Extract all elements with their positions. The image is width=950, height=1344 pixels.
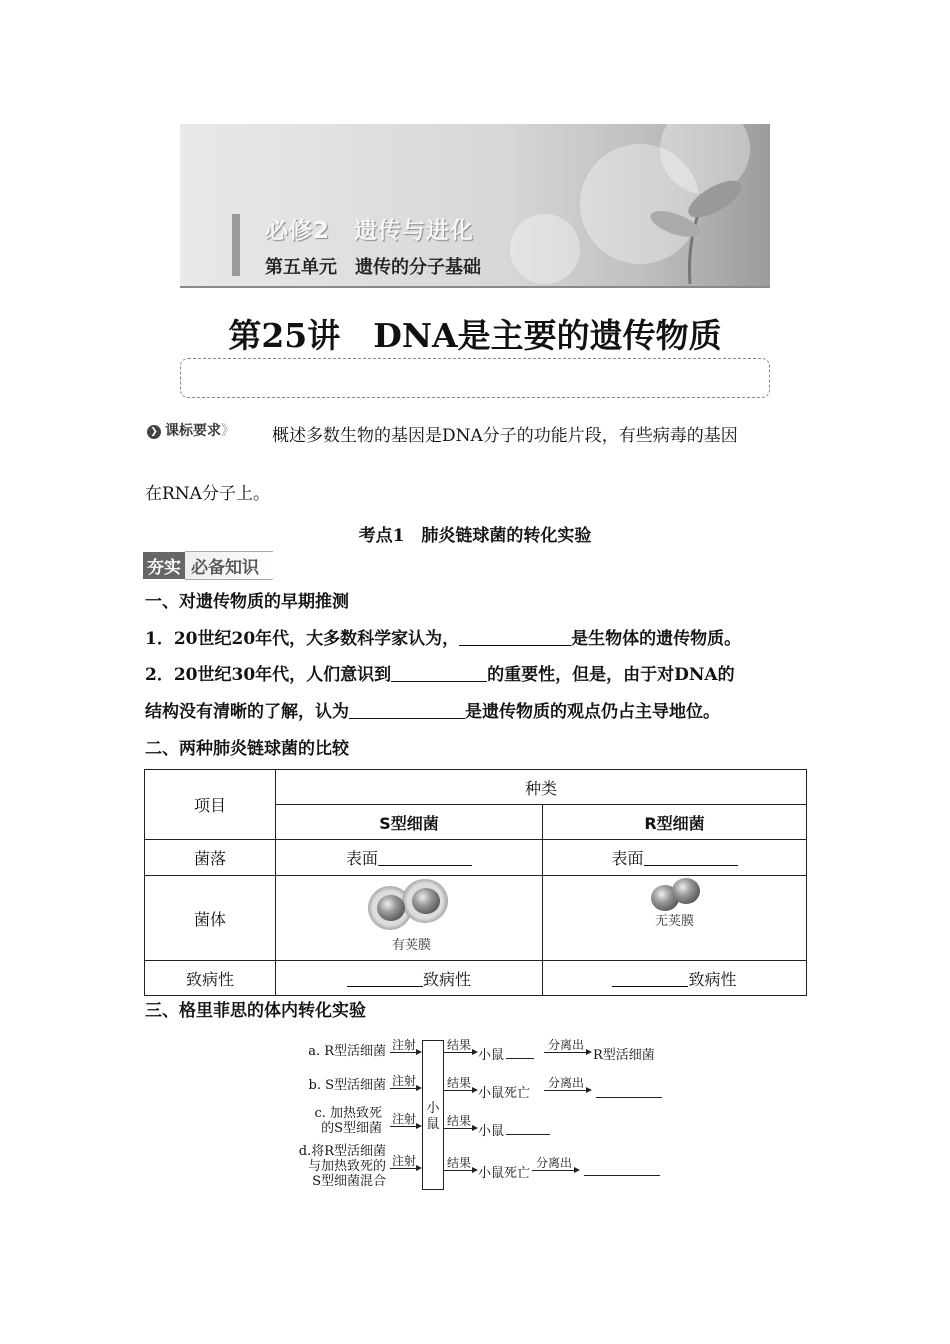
fill-blank — [391, 663, 487, 682]
double-chevron-icon: 》 — [221, 423, 235, 439]
section-title: 考点1 肺炎链球菌的转化实验 — [358, 526, 592, 546]
requirement-text-1: 概述多数生物的基因是DNA分子的功能片段，有些病毒的基因 — [272, 426, 738, 446]
row-body: 菌体 — [145, 876, 276, 961]
header-s: S型细菌 — [276, 805, 543, 840]
comparison-table — [144, 769, 807, 996]
row-pathogenicity: 致病性 — [145, 961, 276, 996]
colony-r: 表面 — [543, 840, 807, 876]
body-r — [543, 876, 807, 961]
header-kind: 种类 — [276, 770, 807, 805]
part1-heading: 一、对遗传物质的早期推测 — [145, 592, 349, 612]
header-r: R型细菌 — [543, 805, 807, 840]
row-colony: 菌落 — [145, 840, 276, 876]
unit-banner — [180, 124, 770, 288]
caption-no-capsule: 无荚膜 — [655, 914, 695, 929]
banner-course: 必修2 遗传与进化 — [265, 218, 475, 244]
requirement-text-2: 在RNA分子上。 — [145, 484, 270, 504]
path-s: 致病性 — [276, 961, 543, 996]
part3-heading: 三、格里菲思的体内转化实验 — [145, 1001, 366, 1021]
fill-blank — [349, 700, 465, 719]
body-s — [276, 876, 543, 961]
capsulated-cell — [412, 888, 440, 914]
lesson-title: 第25讲 DNA是主要的遗传物质 — [228, 316, 722, 355]
fill-blank — [612, 968, 688, 987]
colony-s: 表面 — [276, 840, 543, 876]
knowledge-tag: 夯实 必备知识 — [143, 551, 273, 577]
part1-item1: 1．20世纪20年代，大多数科学家认为， 是生物体的遗传物质。 — [145, 629, 742, 649]
mouse-box: 小鼠 — [422, 1040, 444, 1190]
fill-blank — [347, 968, 423, 987]
dashed-box — [180, 358, 770, 398]
chevron-right-icon: ❯ — [147, 425, 161, 439]
fill-blank — [459, 627, 571, 646]
requirement-badge: ❯ 课标要求》 — [147, 420, 235, 440]
fill-blank — [378, 847, 472, 866]
plain-cell — [672, 878, 700, 904]
part1-item2-line2: 结构没有清晰的了解，认为 是遗传物质的观点仍占主导地位。 — [145, 702, 720, 722]
fill-blank — [644, 847, 738, 866]
banner-unit: 第五单元 遗传的分子基础 — [265, 257, 481, 278]
part1-item2: 2．20世纪30年代，人们意识到 的重要性，但是，由于对DNA的 — [145, 665, 735, 685]
griffith-diagram: a. R型活细菌 b. S型活细菌 c. 加热致死 的S型细菌 d.将R型活细菌 与加热致死的 S型细菌混合 注射 注射 注射 注射 小鼠 结果 小鼠 分离出 R型活细菌 结果 小鼠死亡 分离出 结果 小鼠 结果 小鼠死亡 分离出 — [290, 1034, 670, 1194]
part2-heading: 二、两种肺炎链球菌的比较 — [145, 739, 349, 759]
header-item: 项目 — [145, 770, 276, 840]
banner-accent-bar — [232, 214, 240, 276]
seedling-image — [620, 154, 760, 284]
capsulated-cell — [377, 895, 405, 921]
caption-capsule: 有荚膜 — [392, 938, 432, 953]
path-r: 致病性 — [543, 961, 807, 996]
